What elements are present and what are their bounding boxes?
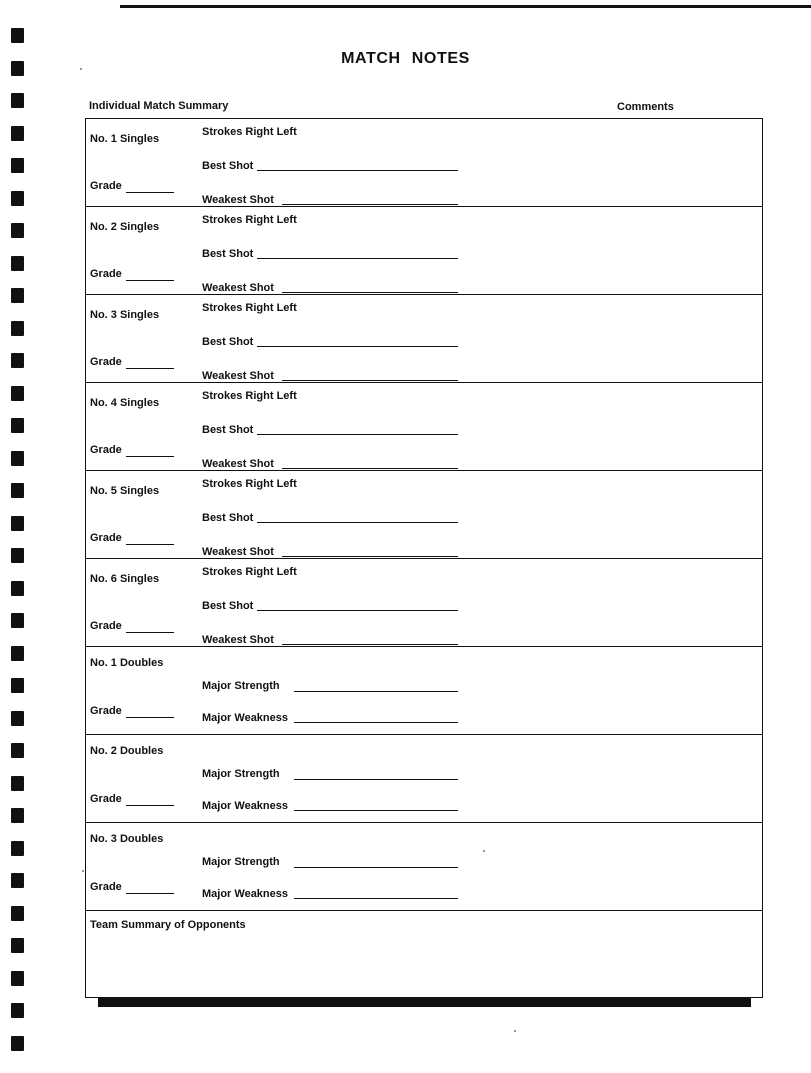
binder-hole xyxy=(11,223,24,238)
major-weakness-label: Major Weakness xyxy=(202,712,289,724)
weakest-shot-field[interactable] xyxy=(282,380,458,381)
weakest-shot-label: Weakest Shot xyxy=(202,546,274,558)
best-shot-label: Best Shot xyxy=(202,248,254,260)
binder-hole xyxy=(11,971,24,986)
grade-label: Grade xyxy=(90,268,122,280)
binder-hole xyxy=(11,126,24,141)
grade-field[interactable] xyxy=(126,632,174,633)
comments-header: Comments xyxy=(617,101,674,113)
speck xyxy=(82,870,84,872)
grade-field[interactable] xyxy=(126,893,174,894)
grade-field[interactable] xyxy=(126,368,174,369)
singles-section-3 xyxy=(86,295,762,383)
weakest-shot-label: Weakest Shot xyxy=(202,282,274,294)
weakest-shot-field[interactable] xyxy=(282,468,458,469)
match-notes-form xyxy=(85,118,763,998)
weakest-shot-field[interactable] xyxy=(282,644,458,645)
binder-hole xyxy=(11,841,24,856)
major-strength-field[interactable] xyxy=(294,691,458,692)
major-weakness-label: Major Weakness xyxy=(202,888,289,900)
binder-hole xyxy=(11,743,24,758)
singles-label: No. 6 Singles xyxy=(90,573,160,585)
best-shot-label: Best Shot xyxy=(202,512,254,524)
best-shot-label: Best Shot xyxy=(202,336,254,348)
binder-holes xyxy=(11,28,25,1068)
binder-hole xyxy=(11,483,24,498)
best-shot-label: Best Shot xyxy=(202,424,254,436)
grade-field[interactable] xyxy=(126,456,174,457)
doubles-label: No. 1 Doubles xyxy=(90,657,164,669)
major-weakness-field[interactable] xyxy=(294,898,458,899)
speck xyxy=(514,1030,516,1032)
best-shot-field[interactable] xyxy=(257,346,458,347)
major-strength-label: Major Strength xyxy=(202,768,280,780)
best-shot-label: Best Shot xyxy=(202,160,254,172)
binder-hole xyxy=(11,548,24,563)
binder-hole xyxy=(11,256,24,271)
strokes-label: Strokes Right Left xyxy=(202,214,297,226)
singles-label: No. 3 Singles xyxy=(90,309,160,321)
singles-label: No. 1 Singles xyxy=(90,133,160,145)
grade-label: Grade xyxy=(90,620,122,632)
grade-label: Grade xyxy=(90,356,122,368)
grade-label: Grade xyxy=(90,705,122,717)
binder-hole xyxy=(11,873,24,888)
doubles-section-3 xyxy=(86,823,762,911)
binder-hole xyxy=(11,581,24,596)
binder-hole xyxy=(11,28,24,43)
singles-label: No. 4 Singles xyxy=(90,397,160,409)
major-strength-label: Major Strength xyxy=(202,680,280,692)
binder-hole xyxy=(11,711,24,726)
weakest-shot-field[interactable] xyxy=(282,556,458,557)
grade-label: Grade xyxy=(90,532,122,544)
binder-hole xyxy=(11,678,24,693)
grade-label: Grade xyxy=(90,881,122,893)
team-summary-section[interactable] xyxy=(86,911,762,997)
grade-label: Grade xyxy=(90,793,122,805)
binder-hole xyxy=(11,1003,24,1018)
doubles-section-2 xyxy=(86,735,762,823)
speck xyxy=(80,68,82,70)
binder-hole xyxy=(11,646,24,661)
top-edge-line xyxy=(120,5,811,8)
binder-hole xyxy=(11,808,24,823)
binder-hole xyxy=(11,93,24,108)
major-strength-field[interactable] xyxy=(294,867,458,868)
best-shot-label: Best Shot xyxy=(202,600,254,612)
binder-hole xyxy=(11,288,24,303)
bottom-edge-bar xyxy=(98,998,751,1007)
binder-hole xyxy=(11,1036,24,1051)
binder-hole xyxy=(11,353,24,368)
strokes-label: Strokes Right Left xyxy=(202,478,297,490)
binder-hole xyxy=(11,516,24,531)
binder-hole xyxy=(11,418,24,433)
binder-hole xyxy=(11,191,24,206)
individual-match-summary-header: Individual Match Summary xyxy=(89,100,229,112)
grade-label: Grade xyxy=(90,180,122,192)
grade-field[interactable] xyxy=(126,805,174,806)
best-shot-field[interactable] xyxy=(257,170,458,171)
strokes-label: Strokes Right Left xyxy=(202,390,297,402)
weakest-shot-label: Weakest Shot xyxy=(202,194,274,206)
best-shot-field[interactable] xyxy=(257,610,458,611)
binder-hole xyxy=(11,776,24,791)
grade-label: Grade xyxy=(90,444,122,456)
team-summary-label: Team Summary of Opponents xyxy=(90,919,246,931)
binder-hole xyxy=(11,451,24,466)
strokes-label: Strokes Right Left xyxy=(202,302,297,314)
major-weakness-field[interactable] xyxy=(294,810,458,811)
grade-field[interactable] xyxy=(126,717,174,718)
singles-label: No. 5 Singles xyxy=(90,485,160,497)
major-weakness-label: Major Weakness xyxy=(202,800,289,812)
strokes-label: Strokes Right Left xyxy=(202,126,297,138)
singles-section-5 xyxy=(86,471,762,559)
grade-field[interactable] xyxy=(126,544,174,545)
best-shot-field[interactable] xyxy=(257,522,458,523)
singles-section-2 xyxy=(86,207,762,295)
weakest-shot-label: Weakest Shot xyxy=(202,370,274,382)
singles-section-6 xyxy=(86,559,762,647)
binder-hole xyxy=(11,938,24,953)
strokes-label: Strokes Right Left xyxy=(202,566,297,578)
doubles-label: No. 2 Doubles xyxy=(90,745,164,757)
doubles-label: No. 3 Doubles xyxy=(90,833,164,845)
speck xyxy=(483,850,485,852)
grade-field[interactable] xyxy=(126,192,174,193)
weakest-shot-field[interactable] xyxy=(282,292,458,293)
binder-hole xyxy=(11,321,24,336)
binder-hole xyxy=(11,158,24,173)
major-strength-label: Major Strength xyxy=(202,856,280,868)
best-shot-field[interactable] xyxy=(257,258,458,259)
singles-label: No. 2 Singles xyxy=(90,221,160,233)
singles-section-4 xyxy=(86,383,762,471)
weakest-shot-label: Weakest Shot xyxy=(202,458,274,470)
binder-hole xyxy=(11,906,24,921)
doubles-section-1 xyxy=(86,647,762,735)
weakest-shot-field[interactable] xyxy=(282,204,458,205)
page-title: MATCH NOTES xyxy=(341,50,470,67)
best-shot-field[interactable] xyxy=(257,434,458,435)
binder-hole xyxy=(11,386,24,401)
major-weakness-field[interactable] xyxy=(294,722,458,723)
weakest-shot-label: Weakest Shot xyxy=(202,634,274,646)
major-strength-field[interactable] xyxy=(294,779,458,780)
grade-field[interactable] xyxy=(126,280,174,281)
singles-section-1 xyxy=(86,119,762,207)
binder-hole xyxy=(11,613,24,628)
